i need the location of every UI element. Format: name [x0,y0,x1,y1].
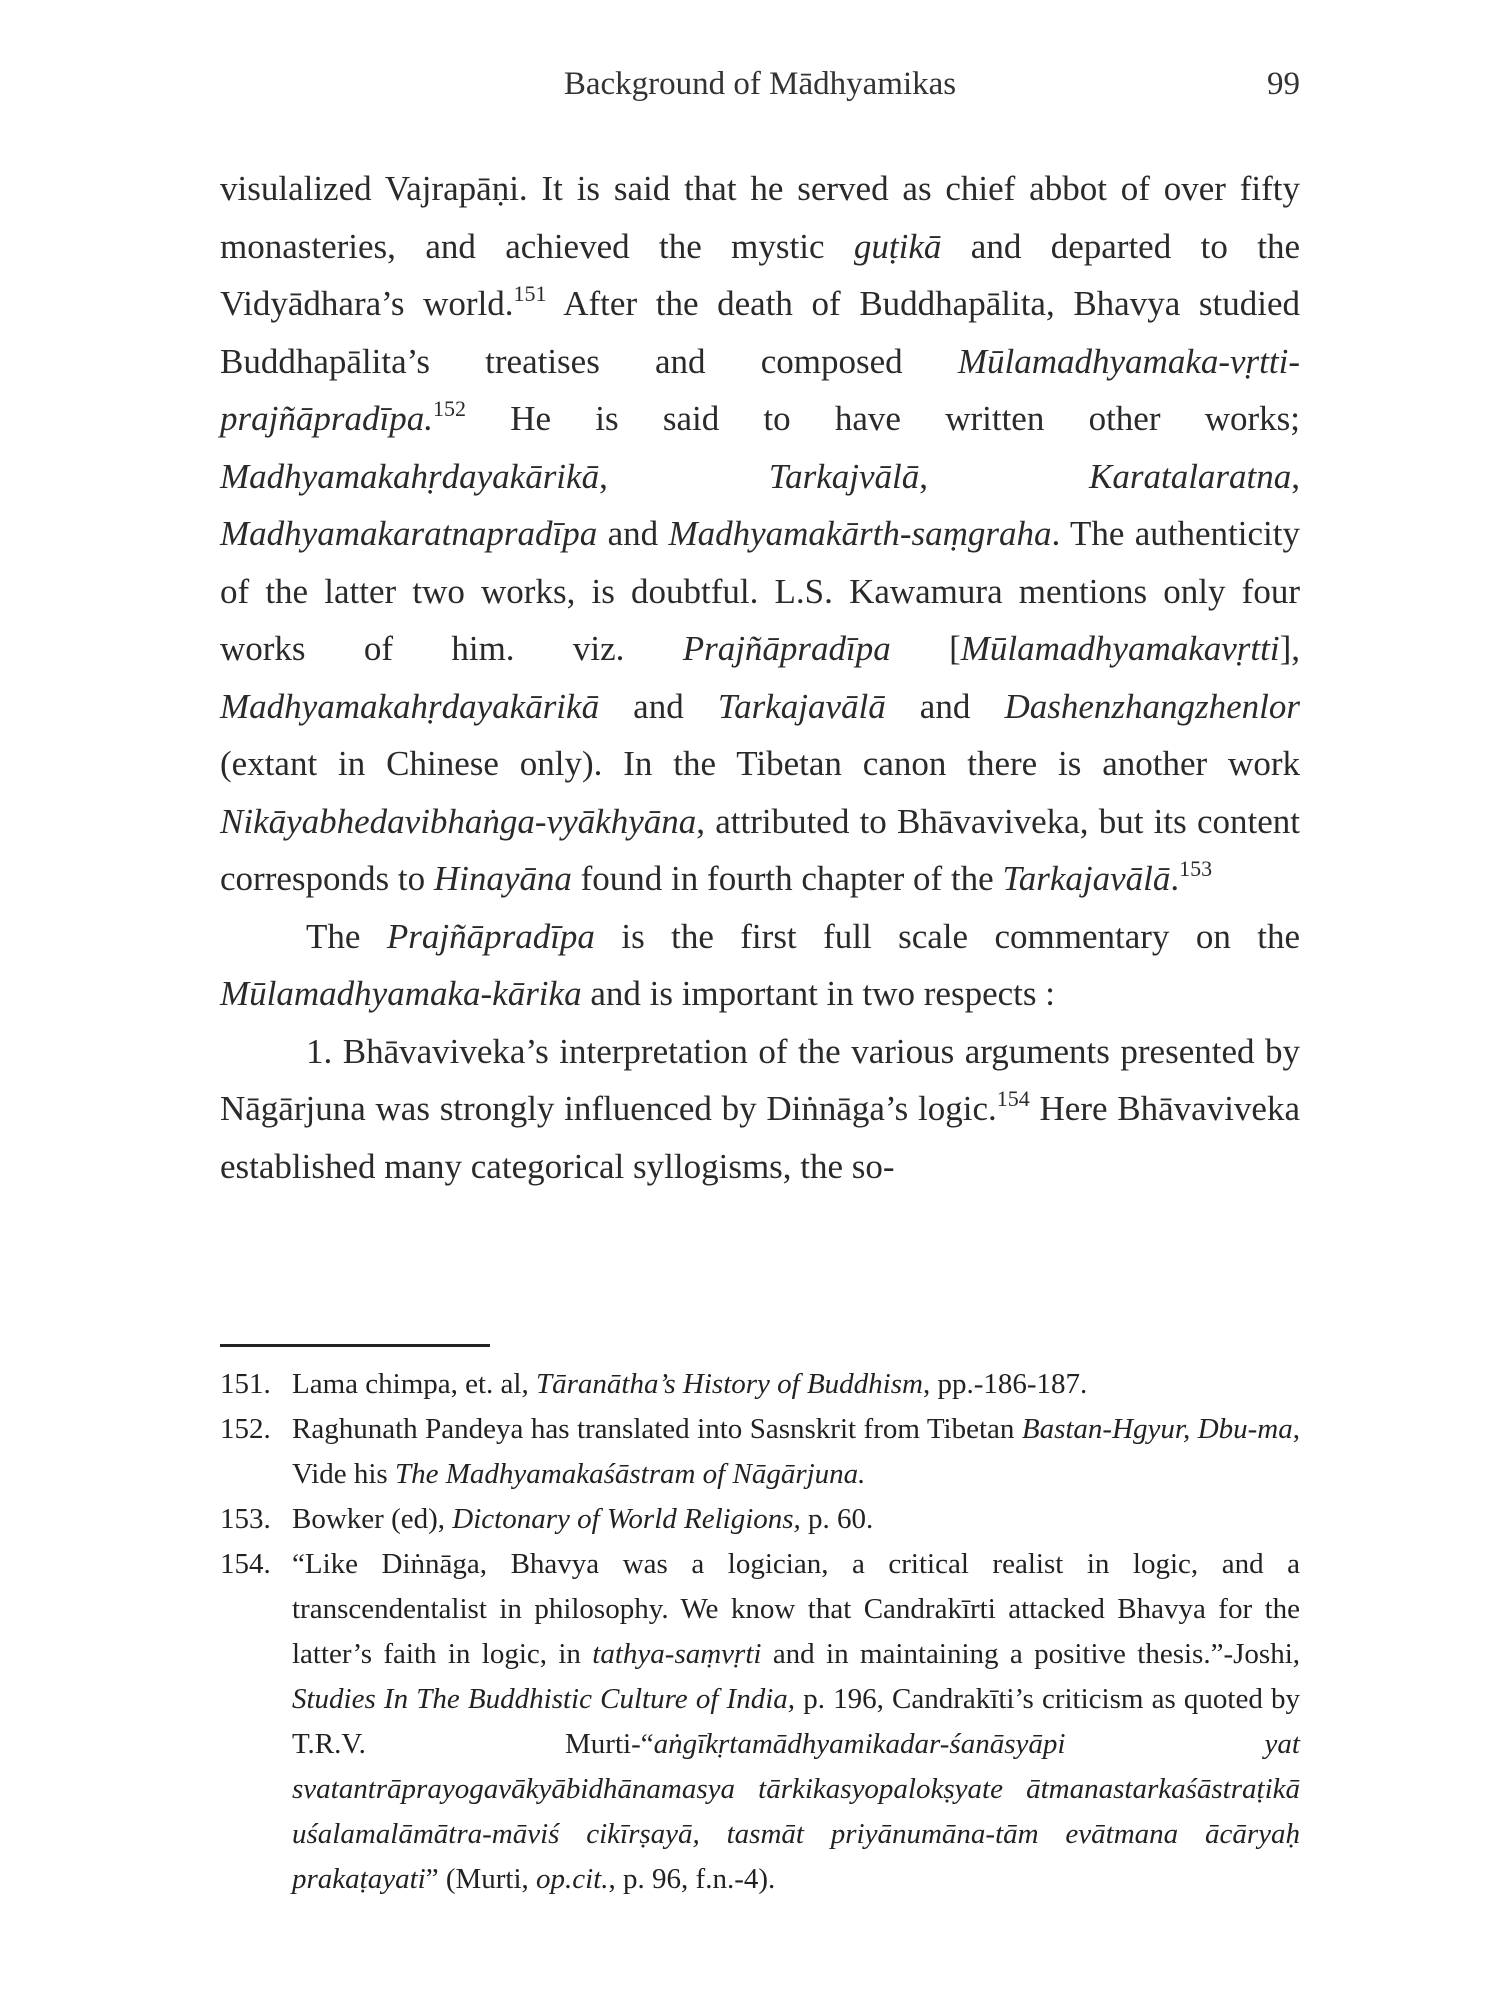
footnote-text [292,1413,1300,1490]
text-run: is the first full scale commentary on the [594,916,1300,956]
footnote-number: 153. [220,1503,271,1535]
footnote-number: 154. [220,1548,271,1580]
footnote-text [292,1368,1087,1400]
italic-term: Hinayāna [433,859,572,898]
italic-term: op.cit. [536,1863,609,1895]
italic-term: Mūlamadhyamaka-kārika [220,974,582,1013]
paragraph [220,160,1300,908]
italic-term: Mūlamadhyamaka-vṛtti-prajñāpradīpa. [220,341,1300,438]
text-run: [ [890,629,961,668]
italic-term: Nikāyabhedavibhaṅga-vyākhyāna [220,801,697,841]
footnote-text [292,1503,873,1535]
text-run: and [885,686,1005,726]
italic-term: Karatalaratna [1089,456,1292,496]
footnote-ref: 151 [513,281,547,306]
text-run: ], [1279,629,1300,668]
footnote-number: 152. [220,1413,271,1445]
italic-term: Mūlamadhyamakavṛtti [960,629,1280,668]
page-number: 99 [1267,66,1300,102]
text-run: 1. Bhāvaviveka’s interpretation of the various arguments presented by Nāgārjuna was strongly influenced by Diṅnāga’s logic. [220,1031,1300,1128]
text-run: p. 60. [800,1503,874,1535]
text-run: and in maintaining a positive thesis.”-Joshi, [761,1638,1300,1670]
text-run: (extant in Chinese only). In the Tibetan canon there is another work [220,744,1300,783]
italic-term: Madhyamakahṛdayakārikā [220,456,600,496]
footnote-ref: 153 [1179,856,1213,881]
italic-term: Tarkajvālā [768,456,920,496]
italic-term: Prajñāpradīpa [386,916,595,956]
text-run: After the death of Buddhapālita, Bhavya studied Buddhapālita’s treatises and composed [220,284,1300,381]
text-run: visulalized Vajrapāṇi. It is said that he served as chief abbot of over fifty monasteries, and achieved the mystic [220,169,1300,266]
italic-term: aṅgīkṛtamādhyamikadar-śanāsyāpi yat svatantrāprayogavākyābidhānamasya tārkikasyopalokṣyate ātmanastarkaśāstraṭikā uśalamalāmātra-māviś cikīrṣayā, tasmāt priyānumāna-tām evātmana ācāryaḥ prakaṭayati [292,1728,1300,1895]
italic-term: Tarkajavālā [717,686,886,726]
text-run: Here Bhāvaviveka established many categorical syllogisms, the so- [220,1089,1300,1186]
running-title: Background of Mādhyamikas [563,66,957,102]
text-run: ” (Murti, [425,1863,537,1895]
italic-term: Madhyamakahṛdayakārikā [220,686,600,726]
text-run: and [599,686,718,726]
text-run: , [599,456,769,496]
footnote-number: 151. [220,1368,271,1400]
text-run: . [1170,859,1180,898]
text-run: , [1291,456,1301,496]
italic-term: Dashenzhangzhenlor [1004,686,1300,726]
text-run: found in fourth chapter of the [571,859,1003,898]
footnote [220,1407,1300,1497]
text-run: “Like Diṅnāga, Bhavya was a logician, a critical realist in logic, and a transcendentalist in philosophy. We know that Candrakīrti attacked Bhavya for the latter’s faith in logic, in [292,1548,1300,1670]
text-run: , Vide his [292,1413,1300,1490]
footnote [220,1497,1300,1542]
italic-term: Bastan-Hgyur, Dbu-ma [1021,1413,1293,1445]
text-run: Lama chimpa, et. al, [292,1368,536,1400]
text-run: Bowker (ed), [292,1503,453,1535]
text-run: , p. 96, f.n.-4). [608,1863,776,1895]
text-run: . The authenticity of the latter two works, is doubtful. L.S. Kawamura mentions only four works of him. viz. [220,514,1300,668]
paragraph [220,1023,1300,1196]
italic-term: Dictonary of World Religions, [452,1503,801,1535]
italic-term: tathya-saṃvṛti [592,1638,762,1670]
text-run: , attributed to Bhāvaviveka, but its content corresponds to [220,801,1300,898]
footnote-text [292,1548,1300,1895]
text-run: He is said to have written other works; [465,399,1300,438]
italic-term: The Madhyamakaśāstram of Nāgārjuna. [394,1458,866,1490]
text-run: and is important in two respects : [581,974,1055,1013]
italic-term: Tarkajavālā [1002,859,1171,898]
text-run: , pp.-186-187. [922,1368,1088,1400]
footnote [220,1542,1300,1902]
footnote-ref: 154 [996,1086,1030,1111]
italic-term: Studies In The Buddhistic Culture of India, [292,1683,796,1715]
paragraph [220,908,1300,1023]
running-header [220,66,1300,116]
text-run: The [306,916,387,956]
italic-term: Prajñāpradīpa [682,629,891,668]
italic-term: guṭikā [853,226,942,266]
text-run: , [919,456,1089,496]
text-run: and departed to the Vidyādhara’s world. [220,226,1300,323]
italic-term: Madhyamakaratnapradīpa [220,514,598,553]
footnote [220,1362,1300,1407]
footnote-ref: 152 [432,396,466,421]
footnotes [220,1362,1300,1902]
text-run: p. 196, Candrakīti’s criticism as quoted by T.R.V. Murti-“ [292,1683,1300,1760]
italic-term: Tāranātha’s History of Buddhism [535,1368,923,1400]
main-text [220,160,1300,1195]
text-run: and [597,514,669,553]
italic-term: Madhyamakārth-saṃgraha [668,514,1052,553]
footnote-divider [220,1344,490,1347]
text-run: Raghunath Pandeya has translated into Sasnskrit from Tibetan [292,1413,1022,1445]
